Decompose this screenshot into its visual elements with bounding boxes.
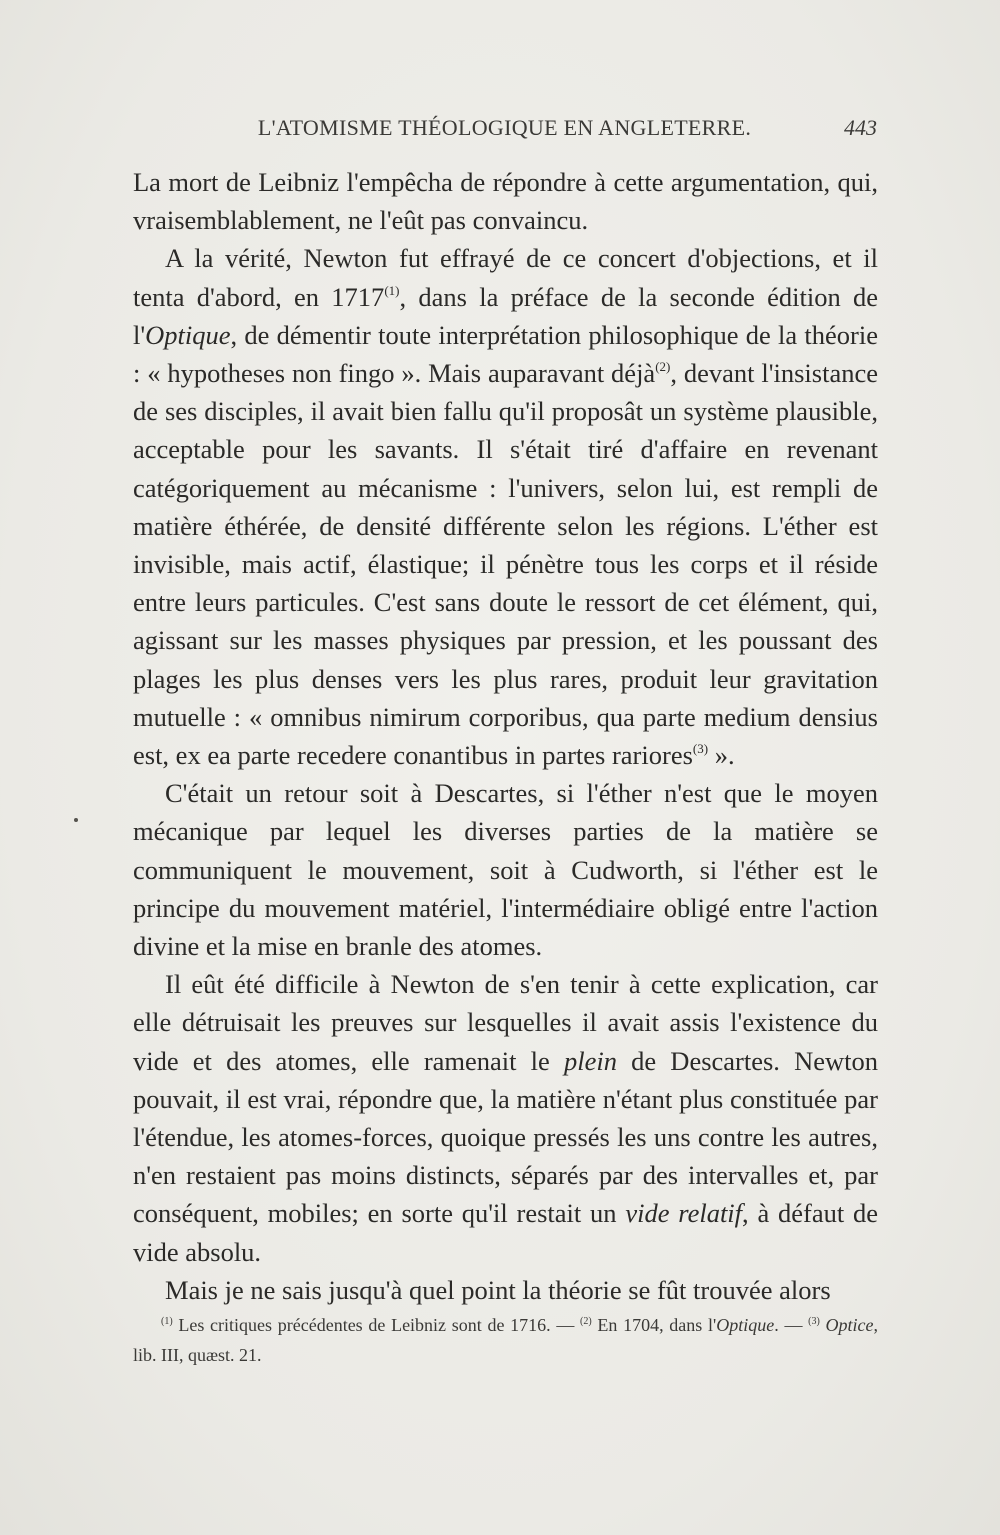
paragraph (133, 965, 878, 1271)
page-header (132, 115, 877, 149)
footnote-ref: (3) (692, 741, 709, 757)
running-title: L'ATOMISME THÉOLOGIQUE EN ANGLETERRE. (257, 115, 752, 140)
italic-text: Optice (825, 1315, 874, 1335)
paragraph (133, 163, 878, 239)
italic-text: Optique (716, 1315, 775, 1335)
text-run: . — (774, 1315, 809, 1335)
footnote-ref: (2) (655, 359, 671, 375)
text-run: Il eût été difficile à Newton de s'en tenir à cette explication, car elle détruisait les preuves sur lesquelles il avait assis l'existence du vide et des atomes, elle ramenait le (133, 969, 878, 1076)
text-run: de Descartes. Newton pouvait, il est vrai, répondre que, la matière n'étant plus constituée par l'étendue, les atomes-forces, quoique pressés les uns contre les autres, n'en restaient pas moins distincts, séparés par des intervalles et, par conséquent, mobiles; en sorte qu'il restait un (133, 1045, 878, 1229)
footnote-ref: (3) (808, 1316, 820, 1327)
footnotes (133, 1310, 878, 1370)
footnote-line (133, 1310, 878, 1370)
text-run: En 1704, dans l' (591, 1315, 717, 1335)
italic-text: Optique (145, 319, 231, 350)
text-run: , à défaut de vide absolu. (133, 1198, 878, 1267)
text-run: Mais je ne sais jusqu'à quel point la théorie se fût trouvée alors (165, 1274, 831, 1305)
page-number: 443 (844, 115, 877, 140)
paragraph (133, 1271, 878, 1309)
italic-text: vide relatif (625, 1198, 743, 1229)
text-run: , dans la préface de la seconde édition de l' (133, 281, 879, 350)
text-run: , lib. III, quæst. 21. (133, 1315, 879, 1365)
footnote-ref: (1) (161, 1316, 173, 1327)
text-run: ». (708, 740, 735, 771)
text-run: Les critiques précédentes de Leibniz sont de 1716. — (172, 1315, 581, 1335)
text-run: , devant l'insistance de ses disciples, il avait bien fallu qu'il proposât un système plausible, acceptable pour les savants. Il s'était tiré d'affaire en revenant catégoriquement au mécanisme : l'univers, selon lui, est rempli de matière éthérée, de densité différente selon les régions. L'éther est invisible, mais actif, élastique; il pénètre tous les corps et il réside entre leurs particules. C'est sans doute le ressort de cet élément, qui, agissant sur les masses physiques par pression, et les poussant des plages les plus denses vers les plus rares, produit leur gravitation mutuelle : « omnibus nimirum corporibus, qua parte medium densius est, ex ea parte recedere conantibus in partes rariores (133, 358, 878, 771)
text-run: C'était un retour soit à Descartes, si l'éther n'est que le moyen mécanique par lequel les diverses parties de la matière se communiquent le mouvement, soit à Cudworth, si l'éther est le principe du mouvement matériel, l'intermédiaire obligé entre l'action divine et la mise en branle des atomes. (133, 778, 878, 962)
paragraph (133, 774, 878, 965)
footnote-ref: (1) (384, 282, 400, 298)
print-speck (74, 818, 78, 822)
paragraph (133, 239, 878, 774)
text-run: , de démentir toute interprétation philosophique de la théorie : « hypotheses non fingo ». Mais auparavant déjà (133, 319, 878, 389)
footnote-ref: (2) (580, 1316, 592, 1327)
text-run: La mort de Leibniz l'empêcha de répondre à cette argumentation, qui, vraisemblablement, ne l'eût pas convaincu. (133, 167, 878, 236)
main-text (133, 163, 878, 1309)
text-run: A la vérité, Newton fut effrayé de ce concert d'objections, et il tenta d'abord, en 1717 (133, 243, 878, 312)
italic-text: plein (563, 1045, 617, 1076)
